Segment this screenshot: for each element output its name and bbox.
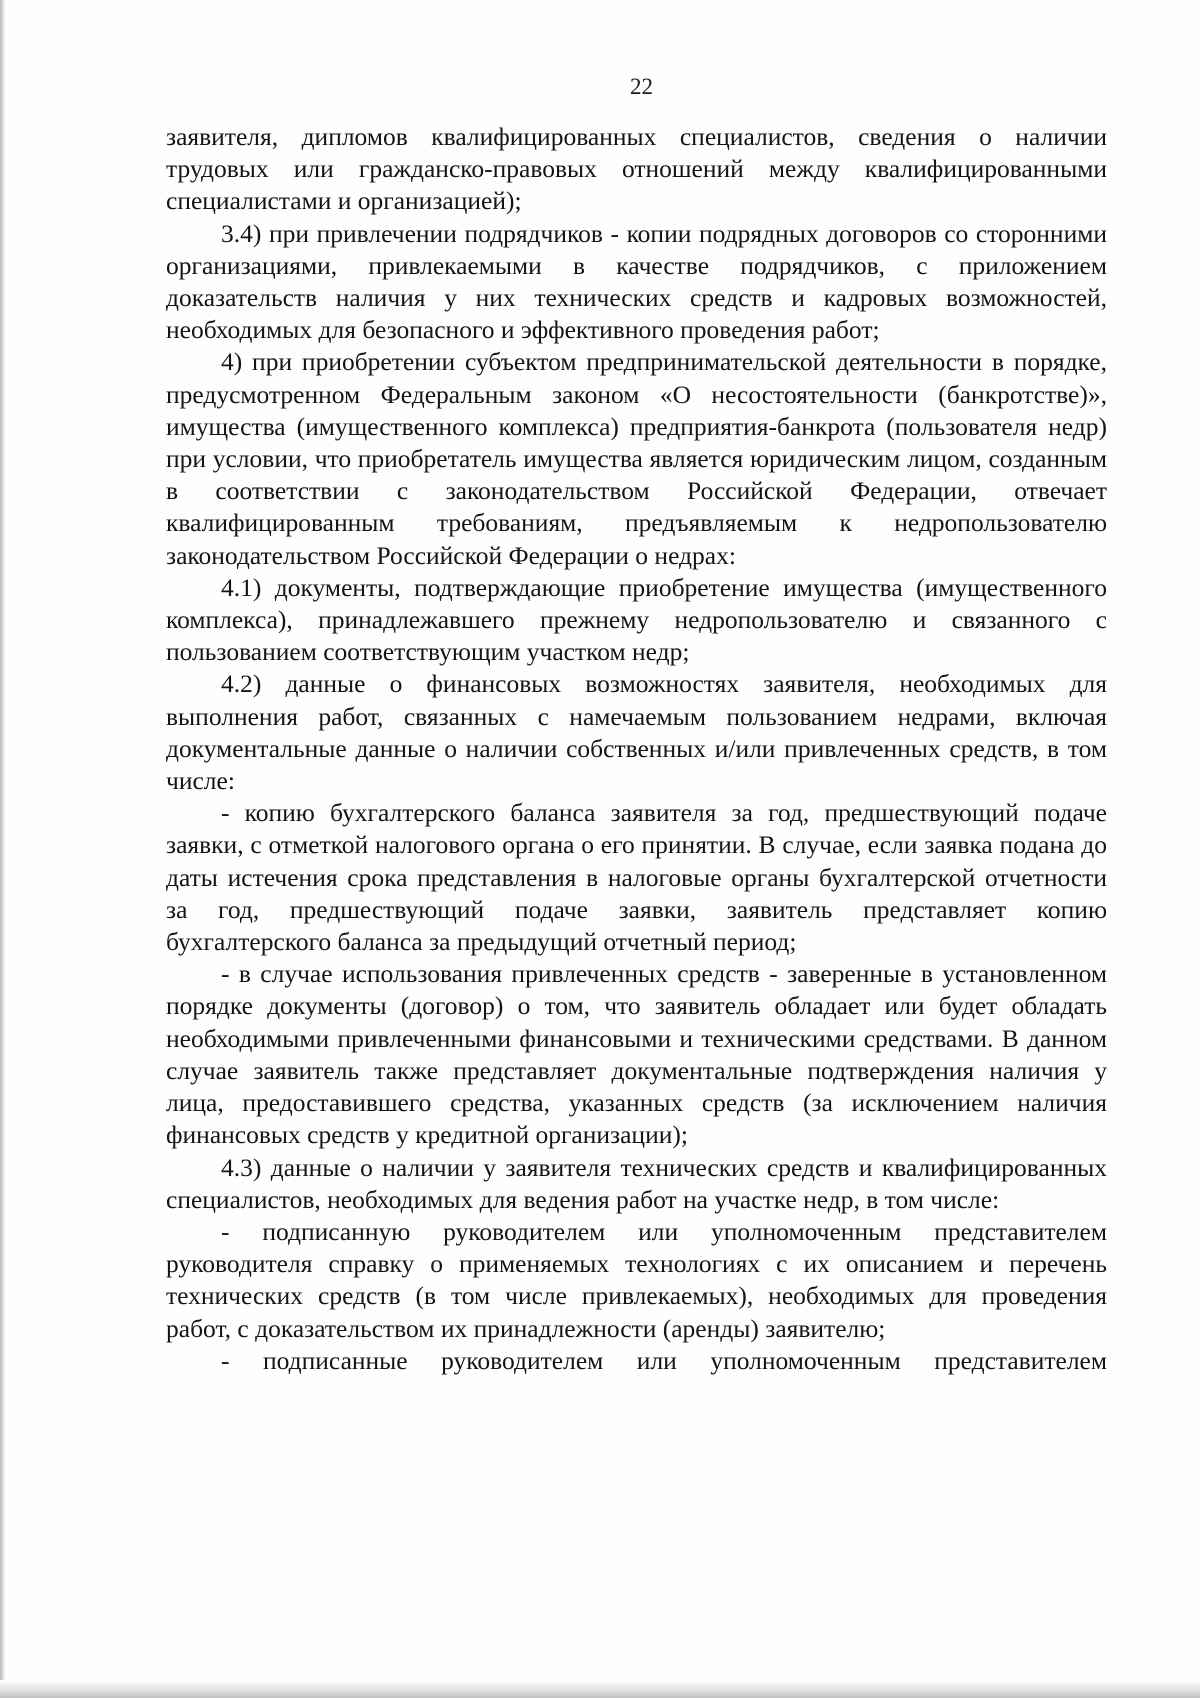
paragraph-borrowed-funds: - в случае использования привлеченных средств - заверенные в установленном порядке документы (договор) о том, что заявитель обладает или будет обладать необходимыми привлеченными финансовыми и техническими средствами. В данном случае заявитель также представляет документальные подтверждения наличия у лица, предоставившего средства, указанных средств (за исключением наличия финансовых средств у кредитной организации); xyxy=(166,959,1107,1150)
paragraph-technology-reference: - подписанную руководителем или уполномоченным представителем руководителя справку о применяемых технологиях с их описанием и перечень технических средств (в том числе привлекаемых), необходимых для проведения работ, с доказательством их принадлежности (аренды) заявителю; xyxy=(166,1216,1107,1343)
document-body xyxy=(166,121,1107,1377)
scan-left-edge-shadow xyxy=(0,0,6,1698)
scan-bottom-edge-shadow xyxy=(0,1680,1200,1698)
paragraph-item-4-1-property-documents: 4.1) документы, подтверждающие приобретение имущества (имущественного комплекса), принадлежавшего прежнему недропользователю и связанного с пользованием соответствующим участком недр; xyxy=(166,572,1107,667)
paragraph-item-3-4-contractors: 3.4) при привлечении подрядчиков - копии подрядных договоров со сторонними организациями, привлекаемыми в качестве подрядчиков, с приложением доказательств наличия у них технических средств и кадровых возможностей, необходимых для безопасного и эффективного проведения работ; xyxy=(166,218,1107,345)
paragraph-item-4-2-financial-data: 4.2) данные о финансовых возможностях заявителя, необходимых для выполнения работ, связанных с намечаемым пользованием недрами, включая документальные данные о наличии собственных и/или привлеченных средств, в том числе: xyxy=(166,669,1107,796)
paragraph-signed-documents-continued: - подписанные руководителем или уполномоченным представителем xyxy=(221,1345,1107,1375)
paragraph-item-4-3-technical-means: 4.3) данные о наличии у заявителя технических средств и квалифицированных специалистов, необходимых для ведения работ на участке недр, в том числе: xyxy=(166,1152,1107,1214)
paragraph-balance-sheet-copy: - копию бухгалтерского баланса заявителя за год, предшествующий подаче заявки, с отметкой налогового органа о его принятии. В случае, если заявка подана до даты истечения срока представления в налоговые органы бухгалтерской отчетности за год, предшествующий подаче заявки, заявитель представляет копию бухгалтерского баланса за предыдущий отчетный период; xyxy=(166,798,1107,957)
paragraph-item-4-bankruptcy-acquisition: 4) при приобретении субъектом предпринимательской деятельности в порядке, предусмотренном Федеральным законом «О несостоятельности (банкротстве)», имущества (имущественного комплекса) предприятия-банкрота (пользователя недр) при условии, что приобретатель имущества является юридическим лицом, созданным в соответствии с законодательством Российской Федерации, отвечает квалифицированным требованиям, предъявляемым к недропользователю законодательством Российской Федерации о недрах: xyxy=(166,347,1107,570)
page-number: 22 xyxy=(630,74,653,99)
paragraph-qualified-specialists-docs: заявителя, дипломов квалифицированных специалистов, сведения о наличии трудовых или гражданско-правовых отношений между квалифицированными специалистами и организацией); xyxy=(166,122,1107,216)
